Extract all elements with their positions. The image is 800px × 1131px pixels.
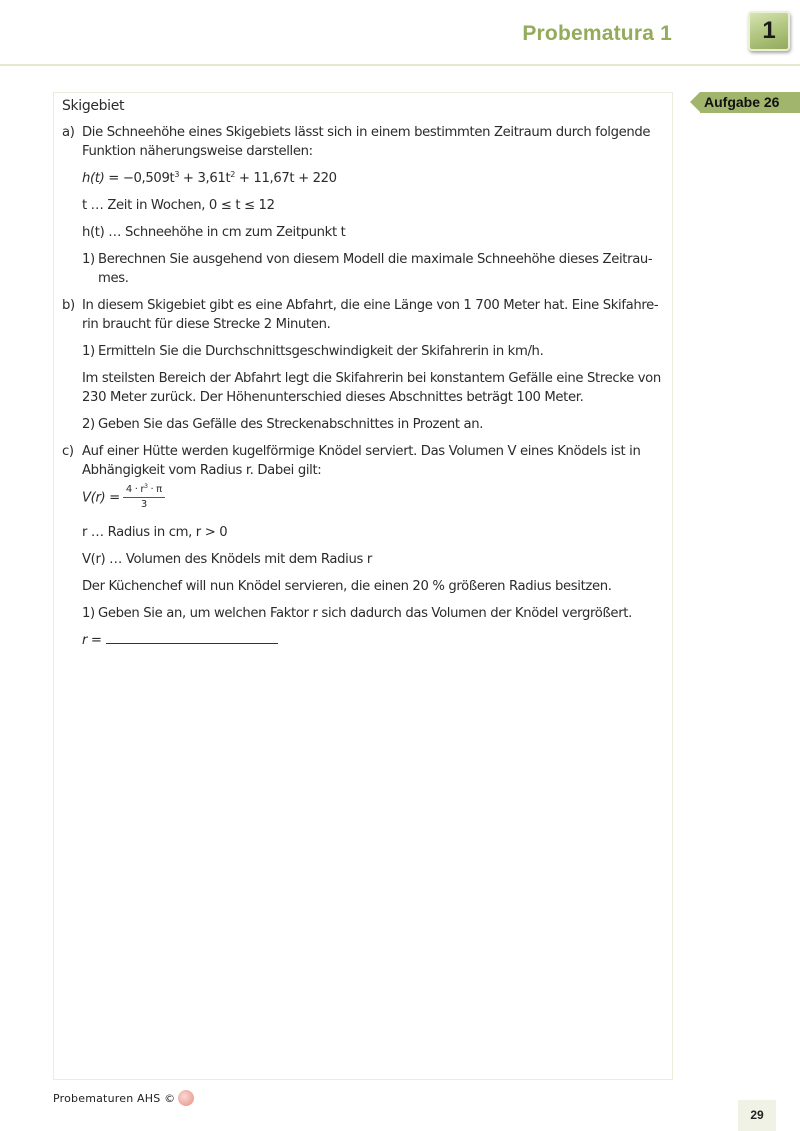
task-number: 1): [82, 606, 95, 621]
part-c-task-1: [62, 604, 662, 623]
formula-v: [62, 484, 662, 511]
task-text: Berechnen Sie ausgehend von diesem Modell die maximale Schneehöhe dieses Zeitrau-mes.: [98, 252, 653, 286]
formula-v-fraction: [123, 484, 165, 511]
tag-arrow-icon: [690, 92, 700, 112]
formula-h-exp2: 2: [230, 170, 236, 179]
task-title: Skigebiet: [62, 98, 125, 114]
task-tag: [690, 92, 800, 113]
task-text: Geben Sie das Gefälle des Streckenabschnittes in Prozent an.: [98, 417, 484, 432]
definition-t: t … Zeit in Wochen, 0 ≤ t ≤ 12: [82, 198, 275, 213]
definition-h: h(t) … Schneehöhe in cm zum Zeitpunkt t: [82, 225, 346, 240]
task-number: 2): [82, 417, 95, 432]
formula-h-lhs: h(t) =: [82, 171, 123, 186]
fraction-numerator: [123, 484, 165, 498]
header-rule: [0, 64, 800, 66]
part-c-info: Der Küchenchef will nun Knödel servieren, die einen 20 % größeren Radius besitzen.: [82, 579, 612, 594]
part-a-task-1: [62, 250, 662, 288]
task-number: 1): [82, 252, 95, 267]
formula-h-exp1: 3: [174, 170, 180, 179]
header-title: Probematura 1: [522, 22, 672, 45]
part-a-label: a): [62, 125, 75, 140]
formula-h-term3: + 11,67t + 220: [235, 171, 337, 186]
definition-r: r … Radius in cm, r > 0: [82, 525, 228, 540]
page-number: 29: [738, 1100, 776, 1131]
part-c-intro: Auf einer Hütte werden kugelförmige Knödel serviert. Das Volumen V eines Knödels ist in Abhängigkeit vom Radius r. Dabei gilt:: [82, 444, 641, 478]
part-c-label: c): [62, 444, 74, 459]
answer-row: [62, 631, 662, 650]
task-text: Geben Sie an, um welchen Faktor r sich dadurch das Volumen der Knödel vergrößert.: [98, 606, 632, 621]
part-a-intro: Die Schneehöhe eines Skigebiets lässt sich in einem bestimmten Zeitraum durch folgende Funktion näherungsweise darstellen:: [82, 125, 651, 159]
task-number: 1): [82, 344, 95, 359]
chapter-badge: 1: [748, 11, 790, 51]
answer-label: r =: [82, 633, 102, 648]
numerator-exponent: 3: [144, 483, 148, 490]
formula-h-term1: −0,509t: [122, 171, 175, 186]
part-b-label: b): [62, 298, 75, 313]
part-b-task-1: [62, 342, 662, 361]
formula-v-lhs: V(r) =: [82, 490, 120, 506]
formula-h-term2: + 3,61t: [179, 171, 231, 186]
publisher-logo-icon: [178, 1090, 194, 1106]
document-body: [62, 97, 662, 650]
formula-h: [62, 169, 662, 188]
part-c: [62, 442, 662, 480]
task-text: Ermitteln Sie die Durchschnittsgeschwindigkeit der Skifahrerin in km/h.: [98, 344, 544, 359]
numerator-part-a: 4 · r: [125, 484, 145, 495]
part-b-intro: In diesem Skigebiet gibt es eine Abfahrt, die eine Länge von 1 700 Meter hat. Eine Skifahre-rin braucht für diese Strecke 2 Minuten.: [82, 298, 659, 332]
footer-text: Probematuren AHS ©: [53, 1092, 176, 1105]
answer-blank[interactable]: [106, 631, 278, 644]
part-b: [62, 296, 662, 334]
definition-v: V(r) … Volumen des Knödels mit dem Radius r: [82, 552, 372, 567]
part-b-task-2: [62, 415, 662, 434]
numerator-part-b: · π: [147, 484, 162, 495]
task-tag-label: Aufgabe 26: [700, 92, 800, 113]
footer: [53, 1090, 194, 1106]
part-b-info: Im steilsten Bereich der Abfahrt legt die Skifahrerin bei konstantem Gefälle eine Strecke von 230 Meter zurück. Der Höhenunterschied dieses Abschnittes beträgt 100 Meter.: [82, 371, 661, 405]
fraction-denominator: 3: [140, 499, 147, 510]
part-a: [62, 123, 662, 161]
